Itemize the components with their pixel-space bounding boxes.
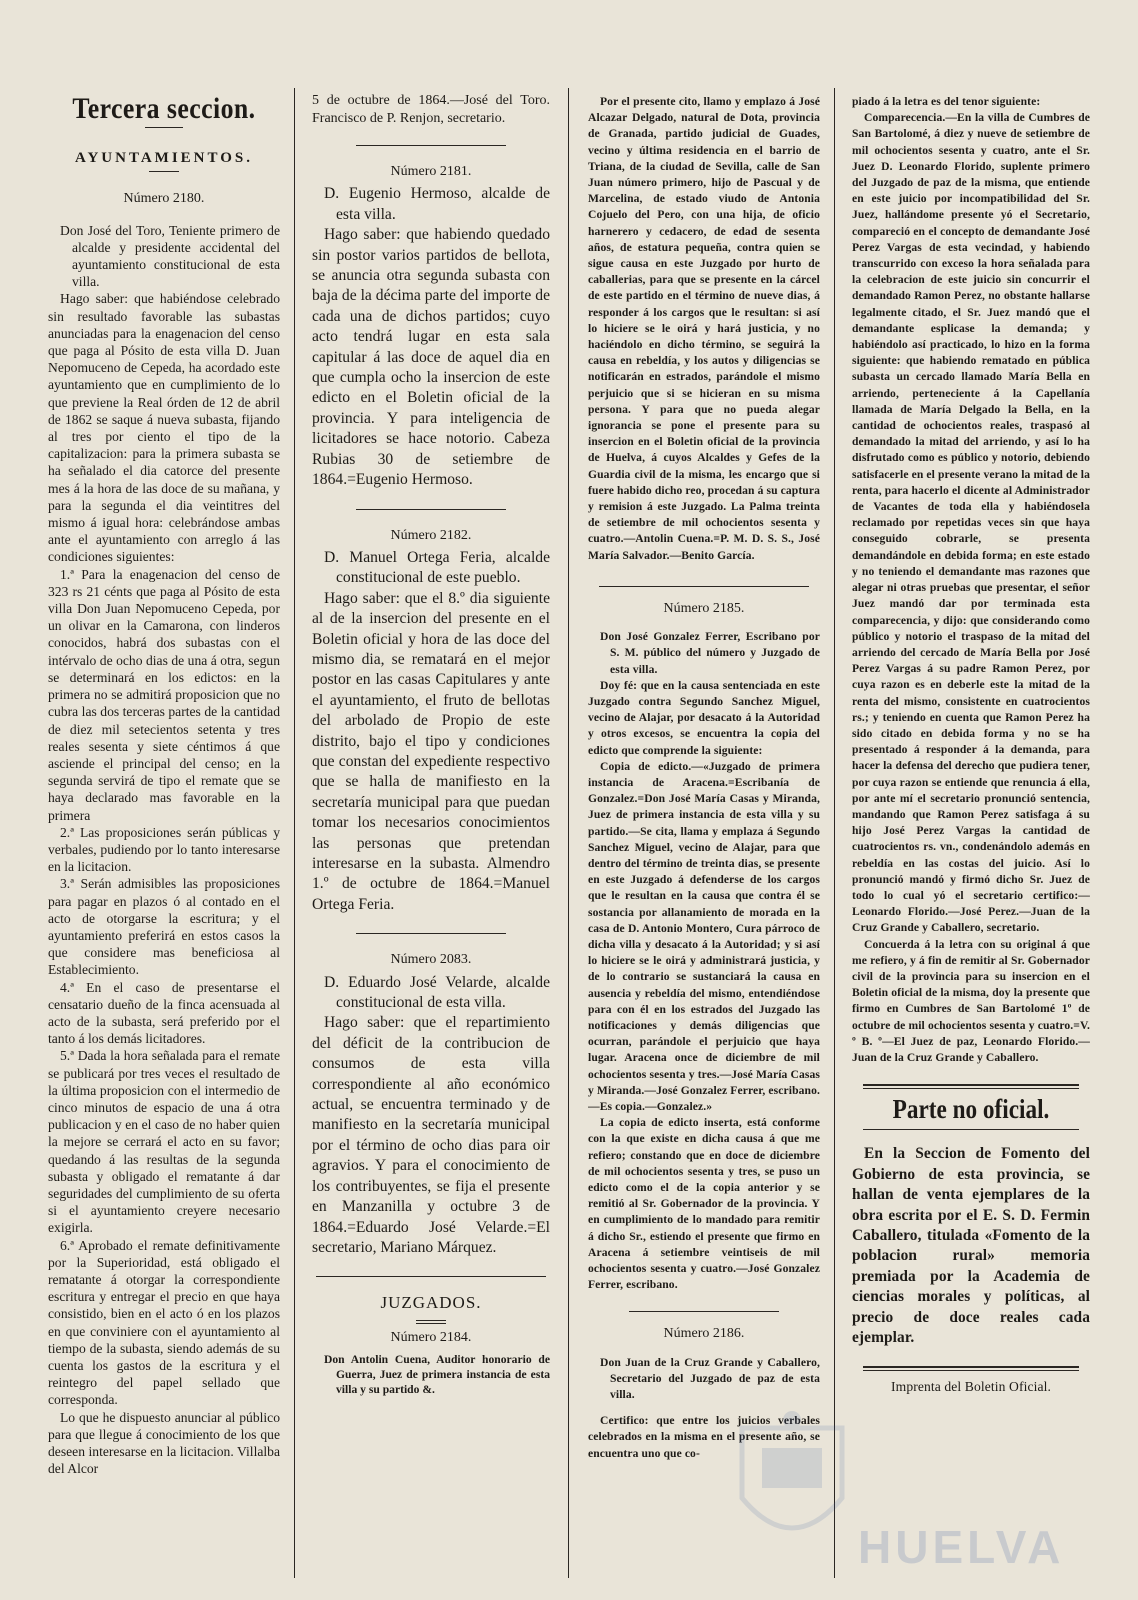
thin-rule — [863, 1129, 1079, 1130]
notice-separator — [356, 145, 506, 146]
column-divider — [294, 88, 295, 1578]
notice-body: Por el presente cito, llamo y emplazo á José Alcazar Delgado, natural de Dota, provincia de Granada, partido judicial de Guades, vecino y última residencia en el barrio de Triana, de la ciudad de Sevilla, calle de San Juan número primero, hijo de Pascual y de Marcelina, de estado viudo de Antonia Cojuelo del Pero, con una hija, de oficio harnerero y cedacero, de edad de sesenta años, de estatura pequeña, contra quien se sigue causa en este Juzgado por hurto de caballerias, para que se presente en la cárcel de este partido en el término de nueve dias, á responder á los cargos que le resultan: si así lo hiciere se le oirá y hará justicia, y no haciéndolo en dicho término, se seguirá la causa en rebeldía, y los autos y diligencias se notificarán en estrados, parándole el mismo perjuicio que si se hicieran en su misma persona. Y para que no pueda alegar ignorancia se pone el presente para su insercion en el Boletin oficial de la provincia de Huelva, á cuyos Alcaldes y Gefes de la Guardia civil de la misma, les encargo que si fuere habido dicho reo, procedan á su captura y remision á este Juzgado. La Palma treinta de setiembre de mil ochocientos sesenta y cuatro.—Antolin Cuena.=P. M. D. S. S., José María Salvador.—Benito García. — [588, 95, 820, 562]
watermark-text: HUELVA — [858, 1521, 1065, 1573]
subsection-heading: AYUNTAMIENTOS. — [74, 150, 253, 167]
notice-paragraph: 6.ª Aprobado el remate definitivamente por la Superioridad, está obligado el rematante á otorgar la correspondiente escritura y entregar el precio en que haya consistido, bien en el acto ó en los plazos en que conviniere con el ayuntamiento al tiempo de la subasta, siendo además de su cuenta los gastos de la escritura y el reintegro del papel sellado que corresponda. — [48, 1237, 280, 1408]
notice-number: Número 2083. — [390, 952, 472, 968]
subheading-rule — [149, 171, 179, 172]
continuation-text: 5 de octubre de 1864.—José del Toro. Francisco de P. Renjon, secretario. — [312, 93, 550, 126]
notice-paragraph: Concuerda á la letra con su original á que me refiero, y á fin de remitir al Sr. Gobernador civil de la provincia para su insercion en el Boletin oficial de la misma, doy la presente que firmo en Cumbres de San Bartolomé 1º de octubre de mil ochocientos sesenta y cuatro.=V. º B. º—El Juez de paz, Leonardo Florido.—Juan de la Cruz Grande y Caballero. — [852, 937, 1090, 1064]
heavy-rule — [863, 1084, 1079, 1086]
notice-separator — [316, 1276, 546, 1277]
thin-rule — [863, 1088, 1079, 1089]
notice-paragraph: Certifico: que entre los juicios verbales celebrados en la misma en el presente año, se encuentra uno que co- — [588, 1414, 820, 1460]
notice-paragraph: Hago saber: que habiéndose celebrado sin resultado favorable las subastas anunciadas para la enagenacion del censo que paga al Pósito de esta villa D. Juan Nepomuceno de Cepeda, ha acordado este ayuntamiento que en cumplimiento de lo que previene la Real órden de 12 de abril de 1862 se saque á nueva subasta, fijando al tres por ciento el tipo de la capitalizacion: para la primera subasta se ha señalado el dia catorce del presente mes á la hora de las doce de su mañana, y para la segunda el dia veintitres del mismo á igual hora: celebrándose ambas ante el ayuntamiento con arreglo á las condiciones siguientes: — [48, 291, 280, 565]
notice-body: Hago saber: que el repartimiento del déficit de la contribucion de consumos de esta villa correspondiente al año económico actual, se encuentra terminado y de manifiesto en la secretaría municipal por el término de ocho dias para oir agravios. Y para el conocimiento de los contribuyentes, se fija el presente en Manzanilla y octubre 3 de 1864.=Eduardo José Velarde.=El secretario, Mariano Márquez. — [312, 1014, 550, 1256]
notice-separator — [356, 509, 506, 510]
heading-rule — [145, 127, 183, 128]
notice-paragraph: 5.ª Dada la hora señalada para el remate se publicará por tres veces el resultado de la última proposicion con el intermedio de cinco minutos de espacio de una á otra publicacion y en el caso de no haber quien la mejore se cerrará el acto en su favor; quedando á las resultas de la segunda subasta y obligado el rematante á dar seguridades del cumplimiento de su oferta si el ayuntamiento creyere necesario exigirla. — [48, 1048, 280, 1236]
notice-header: D. Eugenio Hermoso, alcalde de esta villa. — [324, 185, 550, 223]
notice-paragraph: 1.ª Para la enagenacion del censo de 323 rs 21 cénts que paga al Pósito de esta villa Don Juan Nepomuceno Cepeda, por un olivar en la Camarona, con linderos conocidos, habrá dos subastas con el intérvalo de ocho dias de una á otra, segun se determinará en los edictos: en la primera no se admitirá proposicion que no cubra las dos terceras partes de la cantidad de diez mil setecientos setenta y tres reales sesenta y siete céntimos á que asciende el principal del censo; en la segunda servirá de tipo el remate que se haya declarado mas favorable en la primera — [48, 566, 280, 823]
column-3 — [588, 94, 820, 1462]
thin-rule — [863, 1370, 1079, 1371]
notice-number: Número 2184. — [390, 1329, 472, 1345]
column-divider — [568, 88, 569, 1578]
notice-header: D. Eduardo José Velarde, alcalde constitucional de esta villa. — [324, 973, 550, 1012]
notice-paragraph: piado á la letra es del tenor siguiente: — [852, 95, 1041, 108]
notice-body: Hago saber: que el 8.º dia siguiente al de la insercion del presente en el Boletin oficial y hora de las doce del mismo dia, se rematará en el mejor postor en las casas Capitulares y ante el ayuntamiento, el fruto de bellotas del arbolado de Propio de este distrito, bajo el tipo y condiciones que constan del expediente respectivo que se halla de manifiesto en la secretaría municipal para que puedan tomar los necesarios conocimientos las personas que pretendan interesarse en la subasta. Almendro 1.º de octubre de 1864.=Manuel Ortega Feria. — [312, 589, 550, 913]
notice-number: Número 2185. — [663, 600, 745, 616]
library-stamp-icon — [732, 1408, 852, 1558]
notice-number: Número 2180. — [123, 191, 205, 207]
heavy-rule — [863, 1366, 1079, 1368]
notice-paragraph: 3.ª Serán admisibles las proposiciones para pagar en plazos ó al contado en el acto de otorgarse la escritura; y el ayuntamiento preferirá en estos casos la que considere mas beneficiosa al Establecimiento. — [48, 876, 280, 978]
notice-header: D. Manuel Ortega Feria, alcalde constitucional de este pueblo. — [324, 548, 550, 587]
notice-paragraph: Doy fé: que en la causa sentenciada en este Juzgado contra Segundo Sanchez Miguel, vecino de Alajar, por desacato á la Autoridad y otros excesos, se encuentra la copia del edicto que comprende la siguiente: — [588, 678, 820, 757]
section-heading-juzgados: JUZGADOS. — [380, 1293, 482, 1313]
notice-separator — [629, 1311, 779, 1312]
section-heading: Tercera seccion. — [72, 92, 256, 125]
notice-paragraph: 4.ª En el caso de presentarse el censatario dueño de la finca acensuada al acto de la subasta, será preferido por el tanto á los demás licitadores. — [48, 979, 280, 1047]
column-divider — [834, 88, 835, 1578]
column-1 — [48, 86, 280, 1477]
notice-separator — [599, 586, 809, 587]
notice-body: Hago saber: que habiendo quedado sin postor varios partidos de bellota, se anuncia otra segunda subasta con baja de la décima parte del importe de cada una de dichos partidos; cuyo acto tendrá lugar en esta sala capitular á las doce de aquel dia en que cumpla ocho la insercion de este edicto en el Boletin oficial de la provincia. Y para inteligencia de licitadores se hace notorio. Cabeza Rubias 30 de setiembre de 1864.=Eugenio Hermoso. — [312, 226, 550, 489]
notice-paragraph: Comparecencia.—En la villa de Cumbres de San Bartolomé, á diez y nueve de setiembre de mil ochocientos sesenta y cuatro, ante el Sr. Juez D. Leonardo Florido, suplente primero del Juzgado de paz de la misma, que entiende en este juicio por incompatibilidad del Sr. Juez, hallándome presente yó el Secretario, compareció en el concepto de demandante José Perez Vargas de esta vecindad, y habiendo transcurrido con exceso la hora señalada para la celebracion de este juicio sin concurrir el demandado Ramon Perez, no obstante hallarse legalmente citado, el Sr. Juez mandó que el demandante esplicase la demanda; y habiéndolo así practicado, lo hizo en la forma siguiente: que habiendo rematado en pública subasta un cercado llamado María Bella en arriendo, perteneciente á la Capellanía llamada de María Delgado la Bella, en la cantidad de ochocientos reales, traspasó al demandado la mitad del arriendo, y así lo ha disfrutado como es público y notorio, debiendo satisfacerle en el presente verano la mitad de la renta, para hacerlo el dicente al Administrador de Vacantes de toda ella y habiéndosela reclamado por repetidas veces sin que haya conseguido cobrarle, se presenta demandándole en debida forma; en este estado y no teniendo el demandante mas razones que alegar ni otras pruebas que presentar, el señor Juez mandó dar por terminada esta comparecencia, y dijo: que considerando como público y notorio el traspaso de la mitad del arriendo del cercado de María Bella por José Perez Vargas á su padre Ramon Perez, por cuya razon es en deberle este la mitad de la renta del mismo, consistente en cuatrocientos rs.; y teniendo en cuenta que Ramon Perez ha sido citado en debida forma y no se ha presentado á responder á la demanda, para hacer la defensa del derecho que pudiera tener, por cuya razon se entiende que renuncia á ella, por ante mí el secretario pronunció sentencia, mandando que Ramon Perez satisfaga á su hijo José Perez Vargas la cantidad de cuatrocientos rs. vn., condenándolo además en rebeldía en las costas del juicio. Así lo pronunció mandó y firmó dicho Sr. Juez de todo lo cual yó el secretario certifico:—Leonardo Florido.—José Perez.—Juan de la Cruz Grande y Caballero, secretario. — [852, 111, 1090, 935]
section-heading-parte: Parte no oficial. — [892, 1094, 1050, 1125]
notice-paragraph: La copia de edicto inserta, está conforme con la que existe en dicha causa á que me refiero; constando que en doce de diciembre de mil ochocientos sesenta y tres, se puso un edicto como el de la copia anterior y se remitió al Sr. Gobernador de la provincia. Y en cumplimiento de lo mandado para remitir á dicho Sr., estiendo el presente que firmo en Aracena á setiembre veintiseis de mil ochocientos sesenta y cuatro.—José Gonzalez Ferrer, escribano. — [588, 1116, 820, 1292]
double-rule — [416, 1320, 446, 1324]
notice-separator — [356, 933, 506, 934]
printer-imprint: Imprenta del Boletin Oficial. — [891, 1379, 1051, 1395]
notice-number: Número 2181. — [390, 164, 472, 179]
column-2 — [312, 92, 550, 1397]
notice-number: Número 2186. — [663, 1326, 745, 1342]
notice-paragraph: Copia de edicto.—«Juzgado de primera instancia de Aracena.=Escribanía de Gonzalez.=Don José María Casas y Miranda, Juez de primera instancia de esta villa y su partido.—Se cita, llama y emplaza á Segundo Sanchez Miguel, vecino de Alajar, para que dentro del término de treinta dias, se presente en este Juzgado á defenderse de los cargos que le resultan en la causa que contra él se sostancia por allanamiento de morada en la casa de D. Antonio Montero, Cura párroco de dicha villa y desacato á la Autoridad; y si así lo hiciere se le oirá y administrará justicia, y de lo contrario se sustanciará la causa en ausencia y rebeldía del mismo, entendiéndose para con él en los estrados del Juzgado las notificaciones y demás diligencias que ocurran, parándole el perjuicio que haya lugar. Aracena once de diciembre de mil ochocientos sesenta y tres.—José María Casas y Miranda.—José Gonzalez Ferrer, escribano.—Es copia.—Gonzalez.» — [588, 759, 820, 1113]
notice-header: Don Antolin Cuena, Auditor honorario de Guerra, Juez de primera instancia de esta villa y su partido &. — [324, 1353, 550, 1397]
column-4 — [852, 94, 1090, 1396]
notice-number: Número 2182. — [390, 527, 472, 543]
notice-header: Don Juan de la Cruz Grande y Caballero, Secretario del Juzgado de paz de esta villa. — [600, 1355, 820, 1402]
notice-header: Don José Gonzalez Ferrer, Escribano por S. M. público del número y Juzgado de esta villa. — [600, 630, 820, 676]
advertisement-text: En la Seccion de Fomento del Gobierno de esta provincia, se hallan de venta ejemplares de la obra escrita por el E. S. D. Fermin Caballero, titulada «Fomento de la poblacion rural» memoria premiada por la Academia de ciencias morales y políticas, al precio de doce reales cada ejemplar. — [852, 1145, 1090, 1347]
notice-paragraph: 2.ª Las proposiciones serán públicas y verbales, pudiendo por lo tanto interesarse en la licitacion. — [48, 824, 280, 875]
notice-header: Don José del Toro, Teniente primero de alcalde y presidente accidental del ayuntamiento constitucional de esta villa. — [60, 222, 280, 290]
notice-paragraph: Lo que he dispuesto anunciar al público para que llegue á conocimiento de los que deseen interesarse en la licitacion. Villalba del Alcor — [48, 1409, 280, 1477]
